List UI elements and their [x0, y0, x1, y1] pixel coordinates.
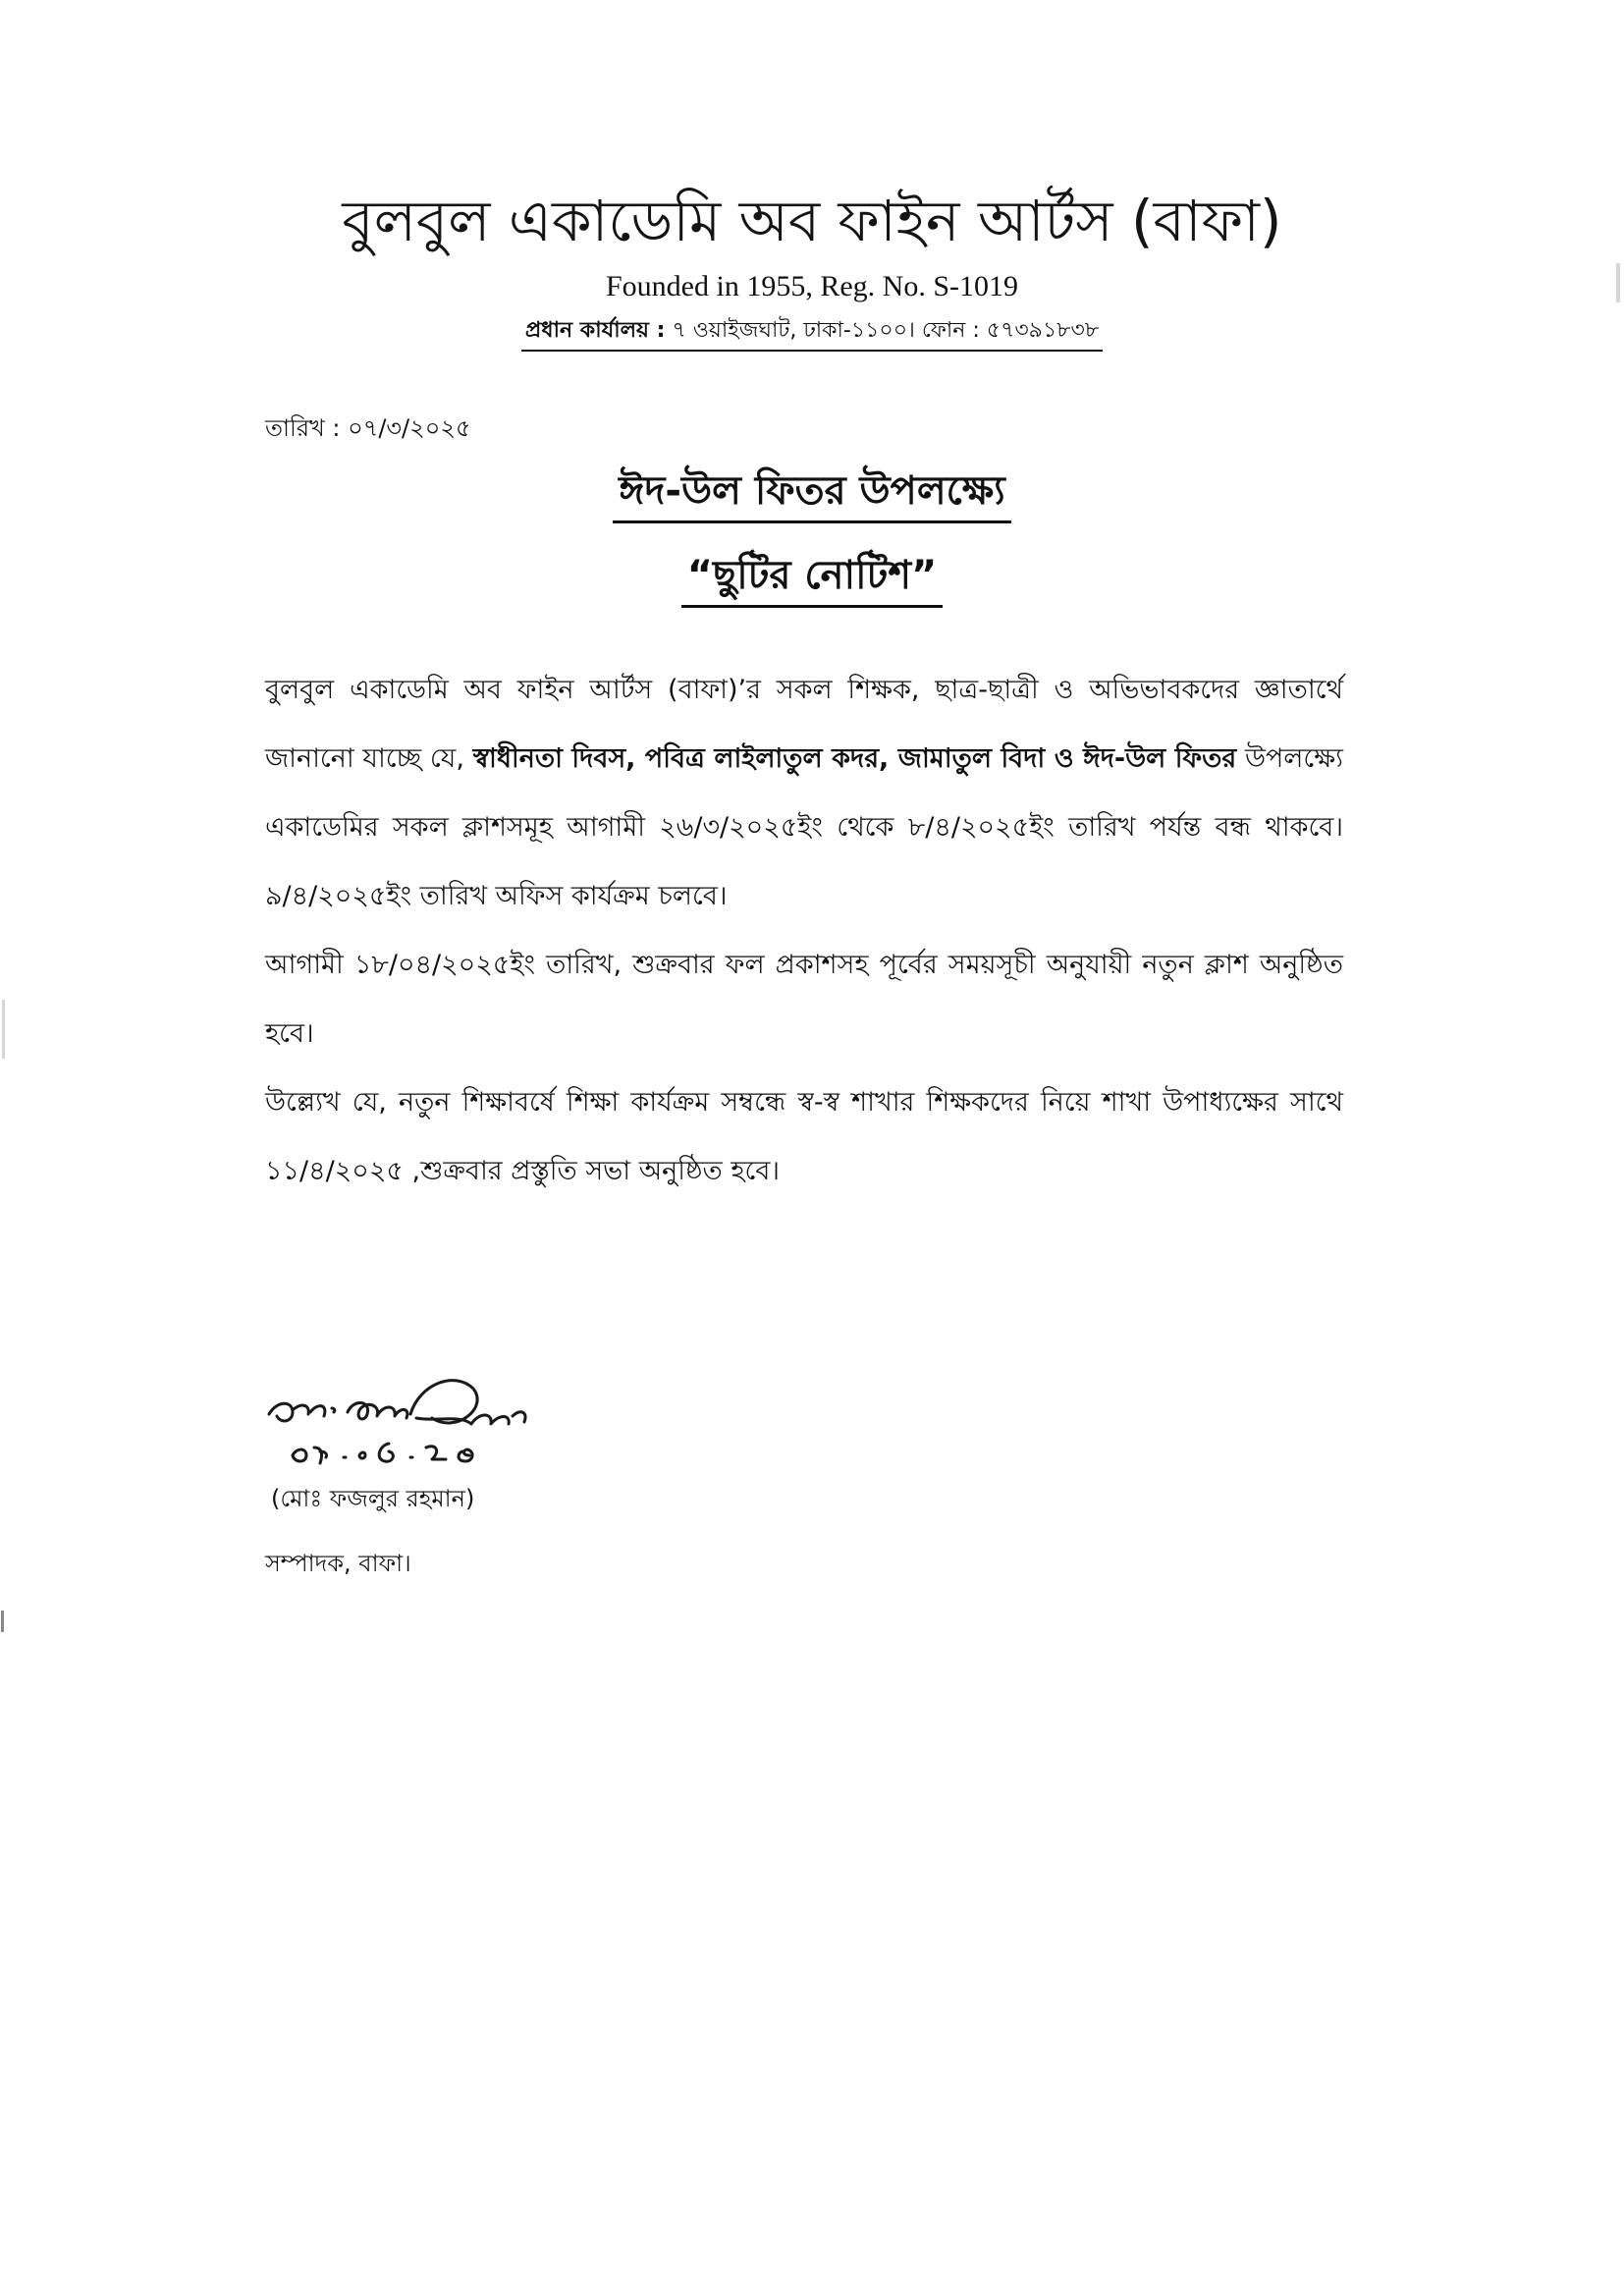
handwritten-signature — [263, 1353, 577, 1471]
body-paragraph-3: উল্ল্যেখ যে, নতুন শিক্ষাবর্ষে শিক্ষা কার্যক্রম সম্বন্ধে স্ব-স্ব শাখার শিক্ষকদের নিয়ে শাখা উপাধ্যক্ষের সাথে ১১/৪/২০২৫ ,শুক্রবার প্রস্তুতি সভা অনুষ্ঠিত হবে। — [265, 1087, 1343, 1186]
holiday-notice-heading-text: “ছুটির নোটিশ” — [681, 546, 944, 608]
body-paragraph-1-start: বুলবুল একাডেমি অব ফাইন আর্টস (বাফা)’র সকল শিক্ষক, ছাত্র-ছাত্রী ও অভিভাবকদের জ্ঞাতার্থে জানানো যাচ্ছে যে, — [265, 675, 1343, 774]
head-office-address — [0, 314, 1624, 352]
body-paragraph-1-holidays: স্বাধীনতা দিবস, পবিত্র লাইলাতুল কদর, জামাতুল বিদা ও ঈদ-উল ফিতর — [472, 743, 1237, 774]
notice-date: তারিখ : ০৭/৩/২০২৫ — [265, 414, 471, 442]
scan-edge-mark — [1, 1611, 4, 1632]
address-label: প্রধান কার্যালয় : — [524, 318, 666, 343]
notice-body — [265, 656, 1343, 1206]
signer-name: (মোঃ ফজলুর রহমান) — [271, 1485, 475, 1512]
scan-edge-mark — [2, 1000, 5, 1059]
founded-registration-line: Founded in 1955, Reg. No. S-1019 — [606, 270, 1018, 302]
body-paragraph-1 — [265, 656, 1343, 931]
address-underline — [521, 314, 1103, 352]
holiday-notice-heading — [0, 546, 1624, 608]
organization-name: বুলবুল একাডেমি অব ফাইন আর্টস (বাফা) — [342, 188, 1282, 254]
address-value: ৭ ওয়াইজঘাট, ঢাকা-১১০০। ফোন : ৫৭৩৯১৮৩৮ — [672, 318, 1100, 343]
signer-designation: সম্পাদক, বাফা। — [265, 1550, 411, 1577]
scan-edge-mark — [1616, 263, 1620, 302]
body-paragraph-2: আগামী ১৮/০৪/২০২৫ইং তারিখ, শুক্রবার ফল প্রকাশসহ পূর্বের সময়সূচী অনুযায়ী নতুন ক্লাশ অনুষ্ঠিত হবে। — [265, 950, 1343, 1049]
body-paragraph-1-end: উপলক্ষ্যে একাডেমির সকল ক্লাশসমূহ আগামী ২৬/৩/২০২৫ইং থেকে ৮/৪/২০২৫ইং তারিখ পর্যন্ত বন্ধ থাকবে। ৯/৪/২০২৫ইং তারিখ অফিস কার্যক্রম চলবে। — [265, 743, 1343, 911]
notice-occasion-title — [0, 462, 1624, 523]
notice-occasion-title-text: ঈদ-উল ফিতর উপলক্ষ্যে — [613, 462, 1010, 523]
